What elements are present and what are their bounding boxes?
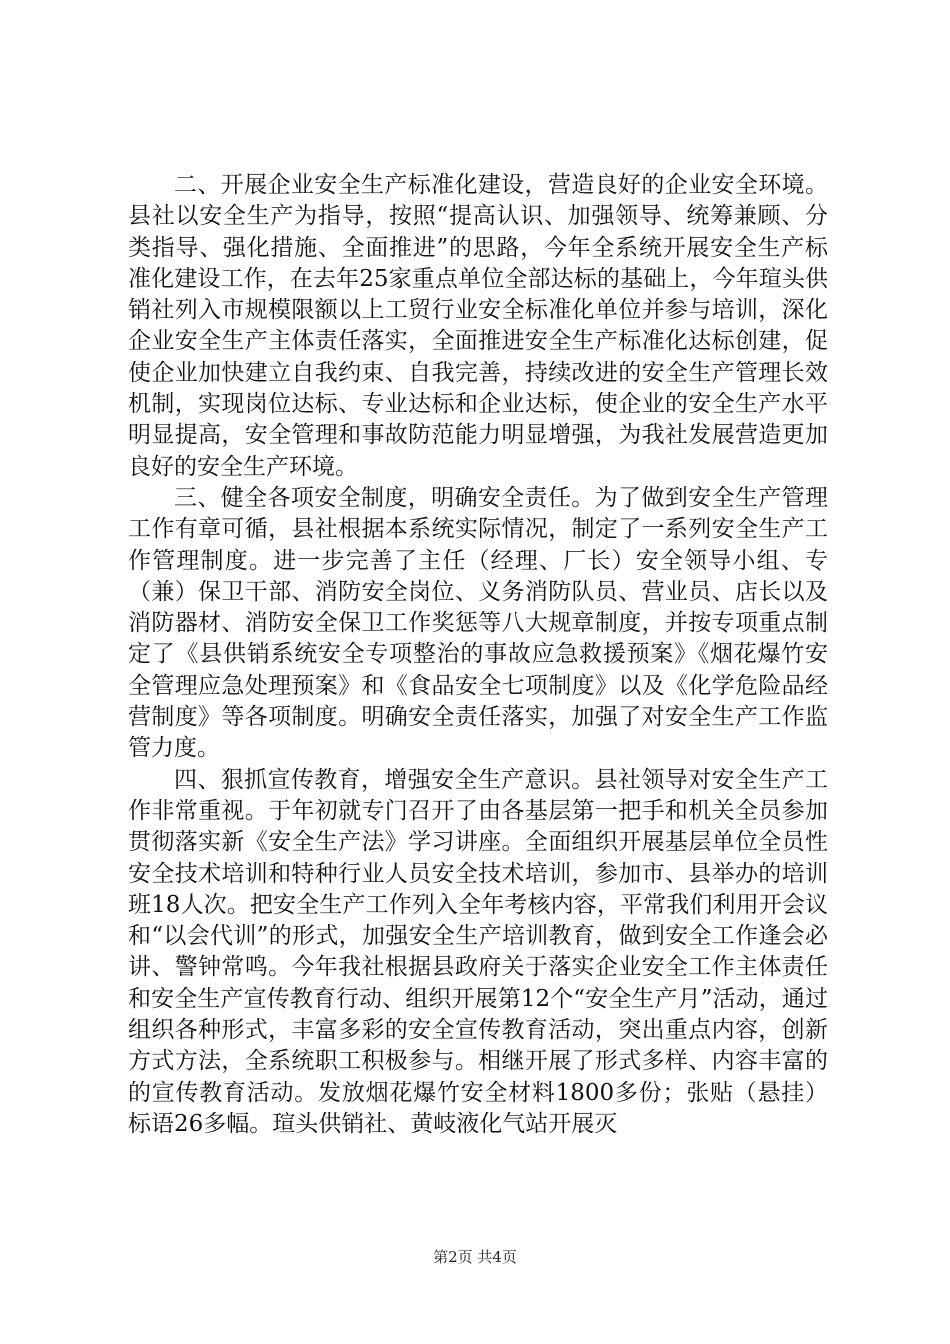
paragraph-2: 二、开展企业安全生产标准化建设，营造良好的企业安全环境。县社以安全生产为指导，按照“提高认识、加强领导、统筹兼顾、分类指导、强化措施、全面推进”的思路，今年全系统开展安全生产标准化建设工作，在去年25家重点单位全部达标的基础上，今年瑄头供销社列入市规模限额以上工贸行业安全标准化单位并参与培训，深化企业安全生产主体责任落实，全面推进安全生产标准化达标创建，促使企业加快建立自我约束、自我完善，持续改进的安全生产管理长效机制，实现岗位达标、专业达标和企业达标，使企业的安全生产水平明显提高，安全管理和事故防范能力明显增强，为我社发展营造更加良好的安全生产环境。 [128,172,828,480]
paragraph-4: 四、狠抓宣传教育，增强安全生产意识。县社领导对安全生产工作非常重视。于年初就专门召开了由各基层第一把手和机关全员参加贯彻落实新《安全生产法》学习讲座。全面组织开展基层单位全员性安全技术培训和特种行业人员安全技术培训，参加市、县举办的培训班18人次。把安全生产工作列入全年考核内容，平常我们利用开会议和“以会代训”的形式，加强安全生产培训教育，做到安全工作逢会必讲、警钟常鸣。今年我社根据县政府关于落实企业安全工作主体责任和安全生产宣传教育行动、组织开展第12个“安全生产月”活动，通过组织各种形式，丰富多彩的安全宣传教育活动，突出重点内容，创新方式方法，全系统职工积极参与。相继开展了形式多样、内容丰富的的宣传教育活动。发放烟花爆竹安全材料1800多份；张贴（悬挂）标语26多幅。瑄头供销社、黄岐液化气站开展灭 [128,766,828,1137]
page-footer: 第2页 共4页 [433,1248,517,1266]
paragraph-3: 三、健全各项安全制度，明确安全责任。为了做到安全生产管理工作有章可循，县社根据本系统实际情况，制定了一系列安全生产工作管理制度。进一步完善了主任（经理、厂长）安全领导小组、专（兼）保卫干部、消防安全岗位、义务消防队员、营业员、店长以及消防器材、消防安全保卫工作奖惩等八大规章制度，并按专项重点制定了《县供销系统安全专项整治的事故应急救援预案》《烟花爆竹安全管理应急处理预案》和《食品安全七项制度》以及《化学危险品经营制度》等各项制度。明确安全责任落实，加强了对安全生产工作监管力度。 [128,484,828,762]
document-body [128,170,828,1140]
